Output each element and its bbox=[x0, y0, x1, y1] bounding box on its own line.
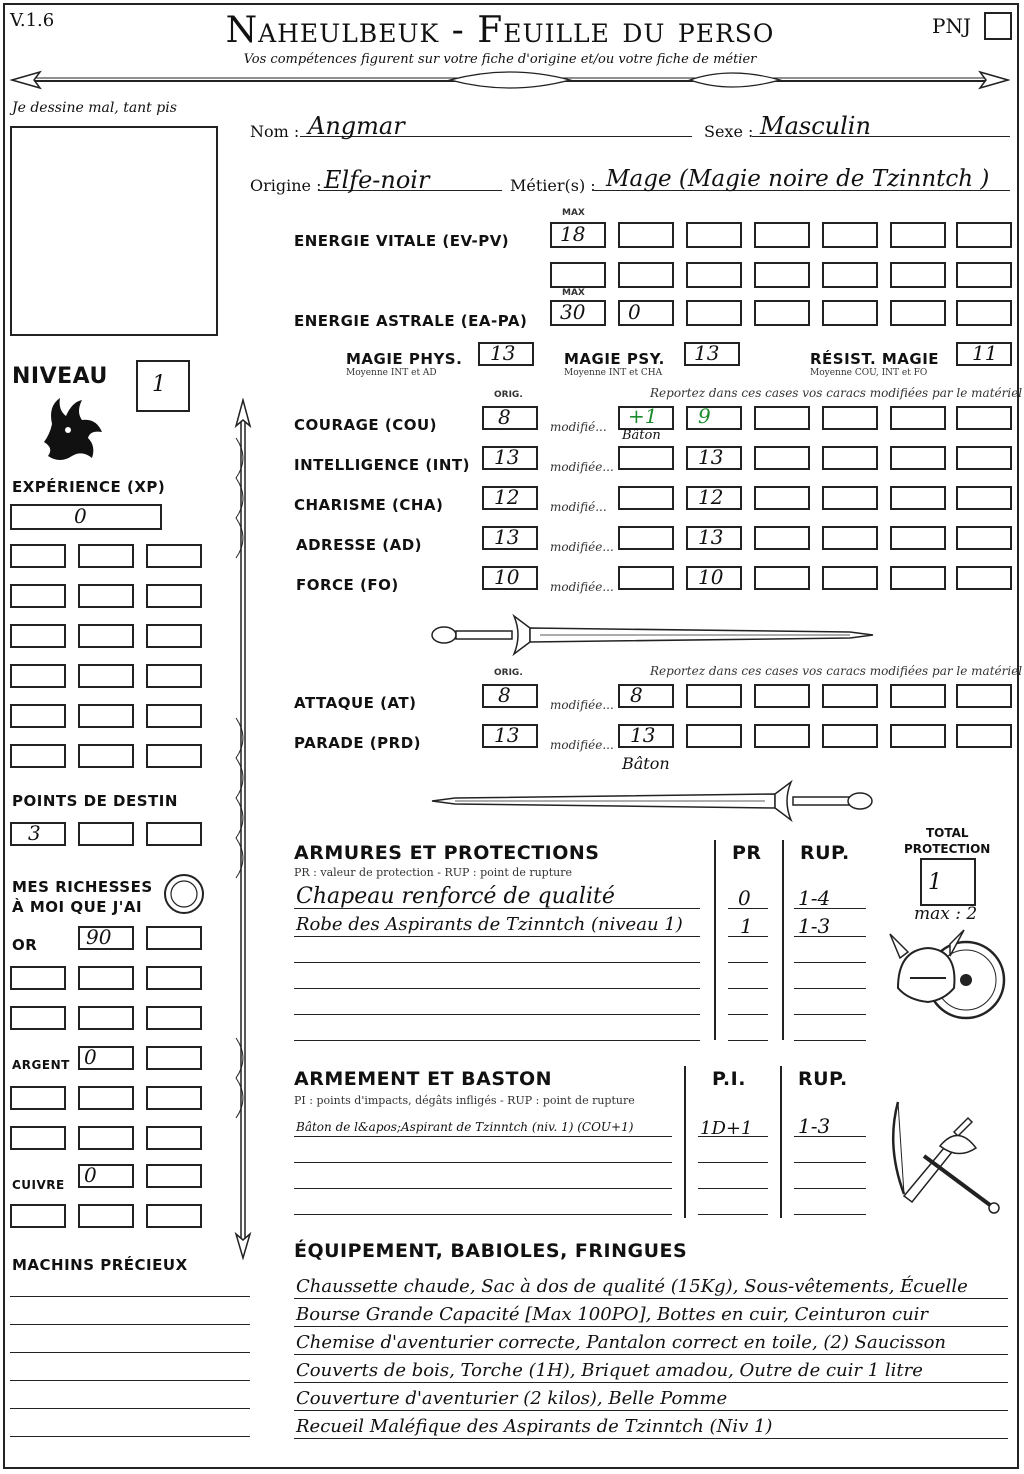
pnj-label: PNJ bbox=[932, 14, 971, 38]
armure-item-name[interactable]: Chapeau renforcé de qualité bbox=[296, 884, 615, 909]
arme-item-rup[interactable]: 1-3 bbox=[798, 1114, 831, 1138]
xp-box[interactable] bbox=[78, 664, 134, 688]
armures-rup-header: RUP. bbox=[800, 842, 850, 864]
or-box[interactable] bbox=[10, 966, 66, 990]
total-protection-label-1: TOTAL bbox=[926, 826, 969, 840]
arme-line bbox=[794, 1214, 866, 1215]
richesses-label-1: MES RICHESSES bbox=[12, 878, 153, 896]
parade-box[interactable] bbox=[822, 724, 878, 748]
ev-box[interactable] bbox=[754, 262, 810, 288]
equipement-underline bbox=[294, 1298, 1008, 1299]
spear-icon bbox=[228, 398, 258, 1260]
argent-box[interactable] bbox=[78, 1086, 134, 1110]
armement-pi-header: P.I. bbox=[712, 1068, 746, 1090]
parade-note: Bâton bbox=[622, 754, 670, 773]
resist-magie-note: Moyenne COU, INT et FO bbox=[810, 368, 928, 378]
equipement-line[interactable]: Bourse Grande Capacité [Max 100PO], Bottes en cuir, Ceinturon cuir bbox=[296, 1304, 929, 1325]
nom-field[interactable]: Angmar bbox=[308, 112, 405, 140]
intelligence-final-value: 13 bbox=[698, 445, 724, 469]
arme-line bbox=[698, 1188, 768, 1189]
arme-line bbox=[794, 1188, 866, 1189]
origine-field[interactable]: Elfe-noir bbox=[324, 166, 430, 194]
adresse-mod-box[interactable] bbox=[618, 526, 674, 550]
ea-box[interactable] bbox=[686, 300, 742, 326]
ea-box[interactable] bbox=[822, 300, 878, 326]
armures-title: ARMURES ET PROTECTIONS bbox=[294, 842, 600, 864]
armure-line bbox=[794, 1014, 866, 1015]
origine-label: Origine : bbox=[250, 176, 322, 195]
ea-current-value: 0 bbox=[628, 300, 641, 324]
destin-label: POINTS DE DESTIN bbox=[12, 792, 178, 810]
arme-line bbox=[294, 1214, 672, 1215]
ea-box[interactable] bbox=[956, 300, 1012, 326]
armement-col-divider bbox=[684, 1066, 686, 1218]
parade-box[interactable] bbox=[890, 724, 946, 748]
arme-line bbox=[294, 1188, 672, 1189]
attaque-modifiee-label: modifiée... bbox=[550, 698, 614, 712]
charisme-orig-value: 12 bbox=[494, 485, 520, 509]
metier-label: Métier(s) : bbox=[510, 176, 596, 195]
pnj-checkbox[interactable] bbox=[984, 12, 1012, 40]
equipement-line[interactable]: Chemise d'aventurier correcte, Pantalon correct en toile, (2) Saucisson bbox=[296, 1332, 947, 1353]
parade-orig-value: 13 bbox=[494, 723, 520, 747]
adresse-modifiee-label: modifiée... bbox=[550, 540, 614, 554]
or-box[interactable] bbox=[78, 966, 134, 990]
total-protection-max: max : 2 bbox=[914, 904, 978, 924]
armure-line bbox=[794, 936, 866, 937]
force-mod-box[interactable] bbox=[618, 566, 674, 590]
courage-box[interactable] bbox=[956, 406, 1012, 430]
courage-mod-value: +1 bbox=[628, 404, 658, 428]
armure-line bbox=[294, 962, 700, 963]
machins-label: MACHINS PRÉCIEUX bbox=[12, 1256, 188, 1274]
equipement-line[interactable]: Couverts de bois, Torche (1H), Briquet amadou, Outre de cuir 1 litre bbox=[296, 1360, 923, 1381]
ev-box[interactable] bbox=[550, 262, 606, 288]
force-box[interactable] bbox=[754, 566, 810, 590]
magie-psy-value: 13 bbox=[694, 341, 720, 365]
version-label: V.1.6 bbox=[10, 10, 55, 31]
argent-box[interactable] bbox=[146, 1086, 202, 1110]
armure-line bbox=[294, 1040, 700, 1041]
equipement-underline bbox=[294, 1382, 1008, 1383]
resist-magie-label: RÉSIST. MAGIE bbox=[810, 350, 940, 368]
destin-box[interactable] bbox=[146, 822, 202, 846]
force-box[interactable] bbox=[890, 566, 946, 590]
intelligence-mod-box[interactable] bbox=[618, 446, 674, 470]
charisme-box[interactable] bbox=[822, 486, 878, 510]
armure-item-pr[interactable]: 1 bbox=[740, 914, 753, 938]
destin-value: 3 bbox=[28, 821, 41, 845]
xp-box[interactable] bbox=[78, 544, 134, 568]
xp-box[interactable] bbox=[146, 624, 202, 648]
equipement-title: ÉQUIPEMENT, BABIOLES, FRINGUES bbox=[294, 1240, 688, 1262]
attaque-box[interactable] bbox=[890, 684, 946, 708]
armure-line bbox=[294, 988, 700, 989]
cuivre-box[interactable] bbox=[146, 1164, 202, 1188]
resist-magie-value: 11 bbox=[972, 341, 998, 365]
parade-box[interactable] bbox=[754, 724, 810, 748]
machins-line[interactable] bbox=[10, 1380, 250, 1381]
armure-line bbox=[728, 1040, 768, 1041]
armure-line bbox=[794, 962, 866, 963]
or-box[interactable] bbox=[78, 1006, 134, 1030]
or-box[interactable] bbox=[146, 966, 202, 990]
arme-line bbox=[294, 1136, 672, 1137]
armures-pr-header: PR bbox=[732, 842, 762, 864]
armure-line bbox=[728, 988, 768, 989]
coin-icon bbox=[162, 872, 206, 916]
force-orig-value: 10 bbox=[494, 565, 520, 589]
argent-box[interactable] bbox=[10, 1126, 66, 1150]
intelligence-modifiee-label: modifiée... bbox=[550, 460, 614, 474]
intelligence-orig-value: 13 bbox=[494, 445, 520, 469]
sexe-field[interactable]: Masculin bbox=[760, 112, 871, 140]
machins-line[interactable] bbox=[10, 1296, 250, 1297]
orig-label: ORIG. bbox=[494, 390, 523, 400]
machins-line[interactable] bbox=[10, 1352, 250, 1353]
ev-box[interactable] bbox=[618, 262, 674, 288]
parade-box[interactable] bbox=[956, 724, 1012, 748]
sword-icon bbox=[430, 612, 875, 658]
armure-line bbox=[794, 1040, 866, 1041]
equipement-line[interactable]: Chaussette chaude, Sac à dos de qualité (15Kg), Sous-vêtements, Écuelle bbox=[296, 1276, 968, 1297]
armures-col-divider bbox=[782, 840, 784, 1040]
argent-value: 0 bbox=[84, 1045, 97, 1069]
equipement-underline bbox=[294, 1354, 1008, 1355]
ea-max-value: 30 bbox=[560, 300, 586, 324]
armure-line bbox=[794, 988, 866, 989]
ev-box[interactable] bbox=[686, 262, 742, 288]
combat-report-note: Reportez dans ces cases vos caracs modifiées par le matériel bbox=[650, 664, 1023, 678]
argent-box[interactable] bbox=[10, 1086, 66, 1110]
metier-field[interactable]: Mage (Magie noire de Tzinntch ) bbox=[606, 166, 990, 192]
force-box[interactable] bbox=[822, 566, 878, 590]
adresse-box[interactable] bbox=[754, 526, 810, 550]
courage-modifie-label: modifié... bbox=[550, 420, 607, 434]
portrait-caption: Je dessine mal, tant pis bbox=[12, 100, 177, 116]
equipement-underline bbox=[294, 1410, 1008, 1411]
force-label: FORCE (FO) bbox=[296, 576, 399, 594]
ev-box[interactable] bbox=[890, 262, 946, 288]
caracs-report-note: Reportez dans ces cases vos caracs modifiées par le matériel bbox=[650, 386, 1023, 400]
ea-box[interactable] bbox=[890, 300, 946, 326]
argent-box[interactable] bbox=[78, 1126, 134, 1150]
magie-phys-value: 13 bbox=[490, 341, 516, 365]
armure-item-name[interactable]: Robe des Aspirants de Tzinntch (niveau 1) bbox=[296, 914, 683, 935]
armement-note: PI : points d'impacts, dégâts infligés - RUP : point de rupture bbox=[294, 1094, 635, 1107]
magie-phys-note: Moyenne INT et AD bbox=[346, 368, 437, 378]
attaque-orig-value: 8 bbox=[498, 683, 511, 707]
helmet-shield-icon bbox=[888, 928, 1006, 1036]
charisme-final-value: 12 bbox=[698, 485, 724, 509]
dragon-icon bbox=[38, 394, 106, 466]
or-box[interactable] bbox=[146, 926, 202, 950]
armement-title: ARMEMENT ET BASTON bbox=[294, 1068, 553, 1090]
argent-box[interactable] bbox=[146, 1046, 202, 1070]
arme-line bbox=[794, 1162, 866, 1163]
ev-box[interactable] bbox=[956, 222, 1012, 248]
cuivre-box[interactable] bbox=[10, 1204, 66, 1228]
attaque-box[interactable] bbox=[686, 684, 742, 708]
courage-box[interactable] bbox=[822, 406, 878, 430]
subtitle: Vos compétences figurent sur votre fiche d'origine et/ou votre fiche de métier bbox=[243, 52, 757, 67]
armure-line bbox=[294, 1014, 700, 1015]
or-box[interactable] bbox=[146, 1006, 202, 1030]
armure-line bbox=[728, 936, 768, 937]
arme-line bbox=[294, 1162, 672, 1163]
machins-line[interactable] bbox=[10, 1436, 250, 1437]
cuivre-box[interactable] bbox=[78, 1204, 134, 1228]
ev-box[interactable] bbox=[686, 222, 742, 248]
total-protection-value: 1 bbox=[928, 870, 942, 895]
armures-col-divider bbox=[714, 840, 716, 1040]
parade-modifiee-label: modifiée... bbox=[550, 738, 614, 752]
niveau-value: 1 bbox=[152, 372, 166, 397]
charisme-label: CHARISME (CHA) bbox=[294, 496, 444, 514]
argent-label: ARGENT bbox=[12, 1058, 70, 1072]
xp-box[interactable] bbox=[10, 624, 66, 648]
ea-box[interactable] bbox=[754, 300, 810, 326]
experience-value: 0 bbox=[74, 504, 87, 528]
xp-box[interactable] bbox=[146, 544, 202, 568]
adresse-box[interactable] bbox=[822, 526, 878, 550]
niveau-label: NIVEAU bbox=[12, 364, 108, 389]
cuivre-label: CUIVRE bbox=[12, 1178, 65, 1192]
xp-box[interactable] bbox=[146, 584, 202, 608]
or-label: OR bbox=[12, 936, 38, 954]
argent-box[interactable] bbox=[146, 1126, 202, 1150]
ev-box[interactable] bbox=[956, 262, 1012, 288]
courage-final-box[interactable] bbox=[686, 406, 742, 430]
intelligence-label: INTELLIGENCE (INT) bbox=[294, 456, 470, 474]
parade-label: PARADE (PRD) bbox=[294, 734, 422, 752]
charisme-box[interactable] bbox=[956, 486, 1012, 510]
equipement-line[interactable]: Couverture d'aventurier (2 kilos), Belle Pomme bbox=[296, 1388, 728, 1409]
xp-box[interactable] bbox=[10, 584, 66, 608]
parade-final-value: 13 bbox=[630, 723, 656, 747]
ev-label: ENERGIE VITALE (EV-PV) bbox=[294, 232, 510, 250]
attaque-label: ATTAQUE (AT) bbox=[294, 694, 417, 712]
nom-label: Nom : bbox=[250, 122, 300, 141]
arme-line bbox=[698, 1214, 768, 1215]
arme-line bbox=[698, 1136, 768, 1137]
page-title: Naheulbeuk - Feuille du perso bbox=[225, 10, 775, 51]
adresse-box[interactable] bbox=[956, 526, 1012, 550]
ev-box[interactable] bbox=[618, 222, 674, 248]
or-value: 90 bbox=[86, 925, 112, 949]
attaque-box[interactable] bbox=[754, 684, 810, 708]
ea-max-label: MAX bbox=[562, 288, 585, 298]
cuivre-value: 0 bbox=[84, 1163, 97, 1187]
xp-box[interactable] bbox=[10, 744, 66, 768]
armure-line bbox=[728, 1014, 768, 1015]
machins-line[interactable] bbox=[10, 1324, 250, 1325]
richesses-label-2: À MOI QUE J'AI bbox=[12, 898, 143, 916]
xp-box[interactable] bbox=[10, 664, 66, 688]
armure-item-rup[interactable]: 1-4 bbox=[798, 886, 831, 910]
adresse-final-value: 13 bbox=[698, 525, 724, 549]
total-protection-label-2: PROTECTION bbox=[904, 842, 991, 856]
charisme-modifie-label: modifié... bbox=[550, 500, 607, 514]
or-box[interactable] bbox=[10, 1006, 66, 1030]
armement-col-divider bbox=[780, 1066, 782, 1218]
experience-label: EXPÉRIENCE (XP) bbox=[12, 478, 166, 496]
parade-box[interactable] bbox=[686, 724, 742, 748]
xp-box[interactable] bbox=[146, 704, 202, 728]
equipement-underline bbox=[294, 1438, 1008, 1439]
intelligence-box[interactable] bbox=[754, 446, 810, 470]
ev-box[interactable] bbox=[890, 222, 946, 248]
armure-line bbox=[728, 908, 768, 909]
portrait-box[interactable] bbox=[10, 126, 218, 336]
arme-line bbox=[698, 1162, 768, 1163]
ev-box[interactable] bbox=[822, 222, 878, 248]
sword-icon bbox=[430, 778, 875, 824]
force-box[interactable] bbox=[956, 566, 1012, 590]
ev-box[interactable] bbox=[754, 222, 810, 248]
xp-box[interactable] bbox=[78, 624, 134, 648]
sexe-label: Sexe : bbox=[704, 122, 754, 141]
intelligence-box[interactable] bbox=[822, 446, 878, 470]
armure-line bbox=[728, 962, 768, 963]
machins-line[interactable] bbox=[10, 1408, 250, 1409]
weapons-icon bbox=[884, 1096, 1006, 1218]
armure-line bbox=[294, 936, 700, 937]
arme-line bbox=[794, 1136, 866, 1137]
armures-note: PR : valeur de protection - RUP : point de rupture bbox=[294, 866, 572, 879]
force-final-value: 10 bbox=[698, 565, 724, 589]
combat-orig-label: ORIG. bbox=[494, 668, 523, 678]
adresse-box[interactable] bbox=[890, 526, 946, 550]
ev-max-value: 18 bbox=[560, 222, 586, 246]
ea-label: ENERGIE ASTRALE (EA-PA) bbox=[294, 312, 528, 330]
courage-orig-value: 8 bbox=[498, 405, 511, 429]
arme-item-name[interactable]: Bâton de l&apos;Aspirant de Tzinntch (niv. 1) (COU+1) bbox=[296, 1120, 634, 1134]
adresse-label: ADRESSE (AD) bbox=[296, 536, 423, 554]
xp-box[interactable] bbox=[10, 704, 66, 728]
courage-box[interactable] bbox=[754, 406, 810, 430]
spear-divider-icon bbox=[10, 66, 1010, 96]
xp-box[interactable] bbox=[78, 584, 134, 608]
courage-box[interactable] bbox=[890, 406, 946, 430]
magie-psy-note: Moyenne INT et CHA bbox=[564, 368, 663, 378]
charisme-box[interactable] bbox=[754, 486, 810, 510]
xp-box[interactable] bbox=[10, 544, 66, 568]
arme-item-pi[interactable]: 1D+1 bbox=[700, 1118, 753, 1139]
ev-max-label: MAX bbox=[562, 208, 585, 218]
courage-final-value: 9 bbox=[698, 404, 711, 428]
armement-rup-header: RUP. bbox=[798, 1068, 848, 1090]
xp-box[interactable] bbox=[146, 664, 202, 688]
courage-mod-note: Bâton bbox=[622, 428, 661, 443]
xp-box[interactable] bbox=[78, 744, 134, 768]
courage-label: COURAGE (COU) bbox=[294, 416, 438, 434]
attaque-final-box[interactable] bbox=[618, 684, 674, 708]
equipement-line[interactable]: Recueil Maléfique des Aspirants de Tzinntch (Niv 1) bbox=[296, 1416, 773, 1437]
magie-phys-label: MAGIE PHYS. bbox=[346, 350, 463, 368]
ev-box[interactable] bbox=[822, 262, 878, 288]
armure-line bbox=[294, 908, 700, 909]
armure-line bbox=[794, 908, 866, 909]
charisme-mod-box[interactable] bbox=[618, 486, 674, 510]
magie-psy-label: MAGIE PSY. bbox=[564, 350, 665, 368]
armure-item-rup[interactable]: 1-3 bbox=[798, 914, 831, 938]
ea-box[interactable] bbox=[618, 300, 674, 326]
attaque-final-value: 8 bbox=[630, 683, 643, 707]
xp-box[interactable] bbox=[146, 744, 202, 768]
attaque-box[interactable] bbox=[822, 684, 878, 708]
destin-box[interactable] bbox=[78, 822, 134, 846]
intelligence-box[interactable] bbox=[890, 446, 946, 470]
force-modifiee-label: modifiée... bbox=[550, 580, 614, 594]
cuivre-box[interactable] bbox=[146, 1204, 202, 1228]
armure-item-pr[interactable]: 0 bbox=[738, 886, 751, 910]
adresse-orig-value: 13 bbox=[494, 525, 520, 549]
charisme-box[interactable] bbox=[890, 486, 946, 510]
equipement-underline bbox=[294, 1326, 1008, 1327]
intelligence-box[interactable] bbox=[956, 446, 1012, 470]
xp-box[interactable] bbox=[78, 704, 134, 728]
attaque-box[interactable] bbox=[956, 684, 1012, 708]
